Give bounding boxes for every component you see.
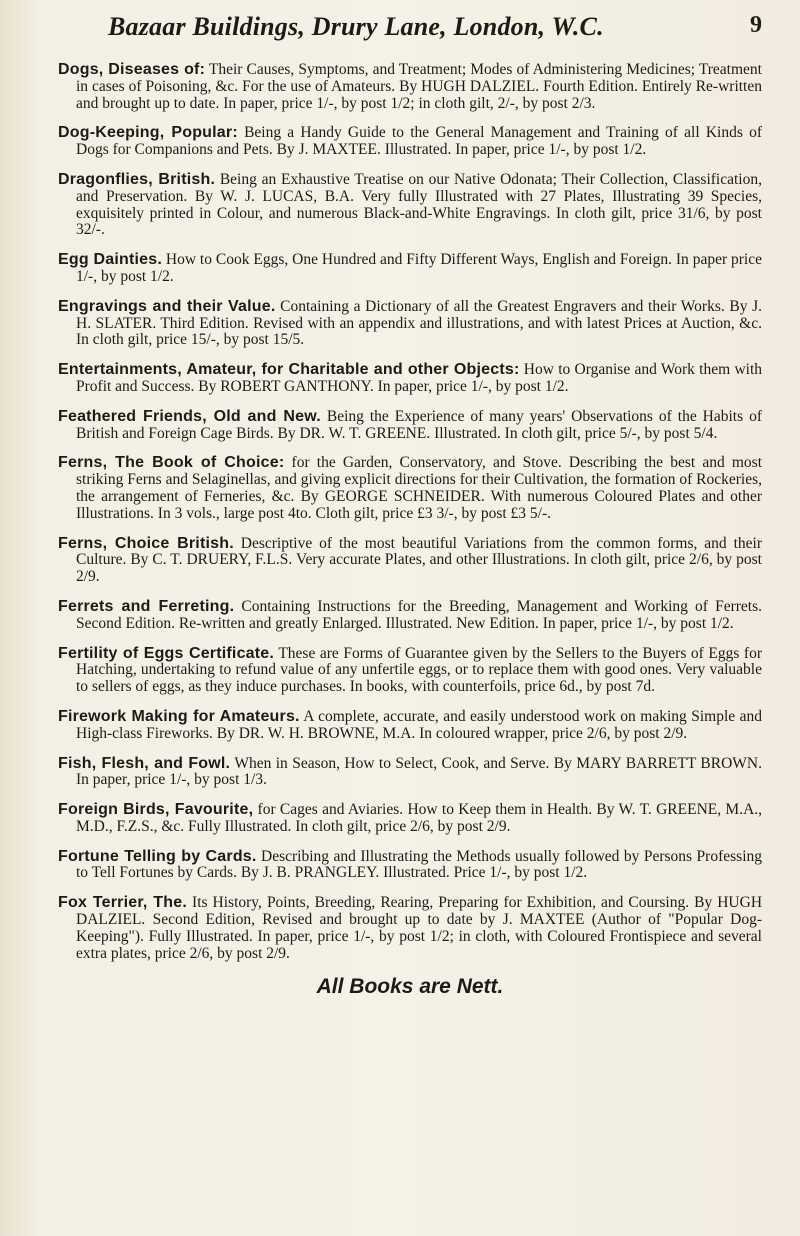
catalogue-entry: [58, 125, 762, 159]
entry-description: Descriptive of the most beautiful Variations from the common forms, and their Culture. By C. T. DRUERY, F.L.S. Very accurate Plates, and other Illustrations. In cloth gilt, price 2/6, by post 2/9.: [76, 534, 762, 586]
entry-description: These are Forms of Guarantee given by the Sellers to the Buyers of Eggs for Hatching, undertaking to refund value of any unfertile eggs, or to replace them with good ones. Very valuable to sellers of eggs, as they induce purchases. In books, with counterfoils, price 6d., by post 7d.: [76, 644, 762, 696]
entry-description: How to Cook Eggs, One Hundred and Fifty Different Ways, English and Foreign. In paper price 1/-, by post 1/2.: [76, 251, 762, 285]
entry-description: Containing a Dictionary of all the Greatest Engravers and their Works. By J. H. SLATER. Third Edition. Revised with an appendix and illustrations, and with latest Prices at Auction, &c. In cloth gilt, price 15/-, by post 15/5.: [76, 297, 762, 349]
entry-title: Fortune Telling by Cards.: [58, 847, 257, 865]
catalogue-entry: [58, 802, 762, 836]
entry-title: Ferns, The Book of Choice:: [58, 454, 285, 472]
catalogue-entry: [58, 536, 762, 586]
catalogue-entry: [58, 646, 762, 696]
entry-title: Foreign Birds, Favourite,: [58, 801, 254, 819]
entry-description: Their Causes, Symptoms, and Treatment; Modes of Administering Medicines; Treatment in cases of Poisoning, &c. For the use of Amateurs. By HUGH DALZIEL. Fourth Edition. Entirely Re-written and brought up to date. In paper, price 1/-, by post 1/2; in cloth gilt, 2/-, by post 2/3.: [76, 61, 762, 112]
entry-title: Fox Terrier, The.: [58, 894, 187, 912]
footer-note: All Books are Nett.: [316, 975, 504, 999]
catalogue-entry: [58, 756, 762, 790]
entry-title: Fish, Flesh, and Fowl.: [58, 754, 231, 772]
entry-title: Egg Dainties.: [58, 251, 162, 269]
catalogue-entry: [58, 849, 762, 883]
entry-description: Containing Instructions for the Breeding, Management and Working of Ferrets. Second Edition. Re-written and greatly Enlarged. Illustrated. New Edition. In paper, price 1/-, by post 1/2.: [76, 597, 762, 632]
entry-title: Feathered Friends, Old and New.: [58, 407, 321, 425]
catalogue-entry: [58, 599, 762, 633]
catalogue-entries: [58, 62, 762, 962]
entry-description: for Cages and Aviaries. How to Keep them in Health. By W. T. GREENE, M.A., M.D., F.Z.S., &c. Fully Illustrated. In cloth gilt, price 2/6, by post 2/9.: [76, 801, 763, 835]
catalogue-entry: [58, 299, 762, 349]
entry-description: for the Garden, Conservatory, and Stove. Describing the best and most striking Ferns and Selaginellas, and giving explicit directions for their Cultivation, the formation of Rockeries, the arrangement of Ferneries, &c. By GEORGE SCHNEIDER. With numerous Coloured Plates and other Illustrations. In 3 vols., large post 4to. Cloth gilt, price £3 3/-, by post £3 5/-.: [76, 454, 763, 522]
entry-title: Entertainments, Amateur, for Charitable and other Objects:: [58, 361, 520, 379]
catalogue-entry: [58, 172, 762, 239]
catalogue-entry: [58, 409, 762, 443]
entry-description: How to Organise and Work them with Profit and Success. By ROBERT GANTHONY. In paper, price 1/-, by post 1/2.: [76, 361, 762, 395]
catalogue-entry: [58, 252, 762, 286]
catalogue-entry: [58, 455, 762, 522]
catalogue-entry: [58, 709, 762, 743]
entry-title: Ferrets and Ferreting.: [58, 597, 235, 615]
catalogue-entry: [58, 895, 762, 962]
page-number: 9: [750, 12, 762, 38]
entry-title: Fertility of Eggs Certificate.: [58, 644, 275, 662]
entry-title: Dog-Keeping, Popular:: [58, 124, 238, 142]
entry-description: When in Season, How to Select, Cook, and Serve. By MARY BARRETT BROWN. In paper, price 1/-, by post 1/3.: [76, 754, 762, 789]
entry-description: Being a Handy Guide to the General Management and Training of all Kinds of Dogs for Companions and Pets. By J. MAXTEE. Illustrated. In paper, price 1/-, by post 1/2.: [76, 124, 763, 159]
entry-description: Being the Experience of many years' Observations of the Habits of British and Foreign Cage Birds. By DR. W. T. GREENE. Illustrated. In cloth gilt, price 5/-, by post 5/4.: [76, 407, 763, 442]
entry-title: Engravings and their Value.: [58, 297, 276, 315]
entry-title: Firework Making for Amateurs.: [58, 707, 300, 725]
page-header: [58, 8, 762, 46]
catalogue-entry: [58, 62, 762, 112]
entry-description: A complete, accurate, and easily understood work on making Simple and High-class Fireworks. By DR. W. H. BROWNE, M.A. In coloured wrapper, price 2/6, by post 2/9.: [76, 707, 762, 742]
entry-description: Being an Exhaustive Treatise on our Native Odonata; Their Collection, Classification, and Preservation. By W. J. LUCAS, B.A. Very fully Illustrated with 27 Plates, Illustrating 39 Species, exquisitely printed in Colour, and numerous Black-and-White Engravings. In cloth gilt, price 31/6, by post 32/-.: [76, 170, 762, 239]
running-head: Bazaar Buildings, Drury Lane, London, W.C.: [108, 12, 604, 41]
catalogue-entry: [58, 362, 762, 396]
entry-title: Dragonflies, British.: [58, 170, 216, 188]
entry-title: Dogs, Diseases of:: [58, 61, 206, 78]
entry-title: Ferns, Choice British.: [58, 534, 234, 552]
entry-description: Describing and Illustrating the Methods usually followed by Persons Professing to Tell Fortunes by Cards. By J. B. PRANGLEY. Illustrated. Price 1/-, by post 1/2.: [76, 847, 763, 882]
entry-description: Its History, Points, Breeding, Rearing, Preparing for Exhibition, and Coursing. By HUGH DALZIEL. Second Edition, Revised and brought up to date by J. MAXTEE (Author of "Popular Dog-Keeping"). Fully Illustrated. In paper, price 1/-, by post 1/2; in cloth, with Coloured Frontispiece and several extra plates, price 2/6, by post 2/9.: [76, 894, 763, 962]
